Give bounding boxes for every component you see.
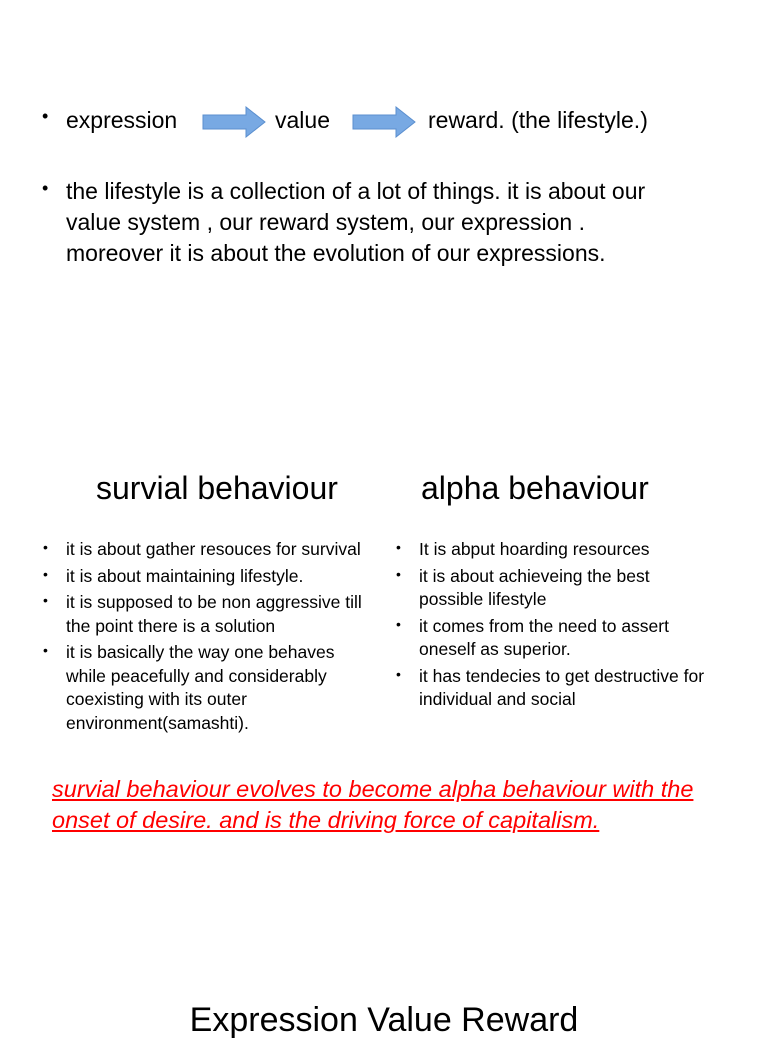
- list-item: [397, 615, 717, 662]
- paragraph-line: the lifestyle is a collection of a lot of things. it is about our: [66, 178, 646, 204]
- survival-behaviour-heading: survial behaviour: [96, 470, 338, 506]
- alpha-behaviour-list: [397, 538, 717, 715]
- bullet-dot: •: [43, 565, 48, 582]
- list-item: [44, 538, 374, 562]
- list-item: [44, 591, 374, 638]
- flow-word-reward: reward. (the lifestyle.): [428, 107, 648, 133]
- list-item-text: it is about maintaining lifestyle.: [66, 565, 304, 586]
- bullet-dot: •: [43, 539, 48, 555]
- conclusion-statement: survial behaviour evolves to become alpha behaviour with the onset of desire. and is the driving force of capitalism.: [52, 776, 694, 833]
- list-item-text: It is abput hoarding resources: [419, 539, 650, 559]
- bullet-dot: •: [42, 178, 49, 198]
- list-item: [397, 538, 717, 562]
- paragraph-line: value system , our reward system, our expression .: [66, 209, 585, 235]
- bullet-dot: •: [396, 615, 401, 632]
- right-arrow-icon: [202, 106, 266, 138]
- list-item-text: it is basically the way one behaves while peacefully and considerably coexisting with its outer environment(samashti).: [66, 642, 335, 733]
- list-item-text: it is about achieveing the best possible lifestyle: [419, 565, 650, 609]
- paragraph-line: moreover it is about the evolution of our expressions.: [66, 240, 606, 266]
- right-arrow-icon: [352, 106, 416, 138]
- flow-word-expression: expression: [66, 107, 178, 133]
- list-item-text: it has tendecies to get destructive for individual and social: [419, 665, 705, 709]
- bullet-dot: •: [396, 539, 401, 555]
- bullet-dot: •: [396, 565, 401, 582]
- flow-word-value: value: [275, 107, 330, 133]
- bullet-dot: •: [43, 592, 48, 608]
- bullet-dot: •: [42, 106, 49, 126]
- bullet-dot: •: [43, 642, 48, 658]
- survival-behaviour-list: [44, 538, 374, 738]
- bullet-dot: •: [396, 665, 401, 682]
- list-item: [44, 641, 374, 735]
- lifestyle-paragraph: [66, 176, 645, 269]
- list-item: [397, 565, 717, 612]
- alpha-behaviour-heading: alpha behaviour: [421, 470, 649, 506]
- list-item: [397, 665, 717, 712]
- list-item-text: it is supposed to be non aggressive till the point there is a solution: [66, 592, 362, 636]
- slide-title: Expression Value Reward: [189, 1001, 579, 1039]
- list-item-text: it is about gather resouces for survival: [66, 539, 361, 559]
- list-item: [44, 565, 374, 589]
- list-item-text: it comes from the need to assert oneself as superior.: [419, 615, 669, 659]
